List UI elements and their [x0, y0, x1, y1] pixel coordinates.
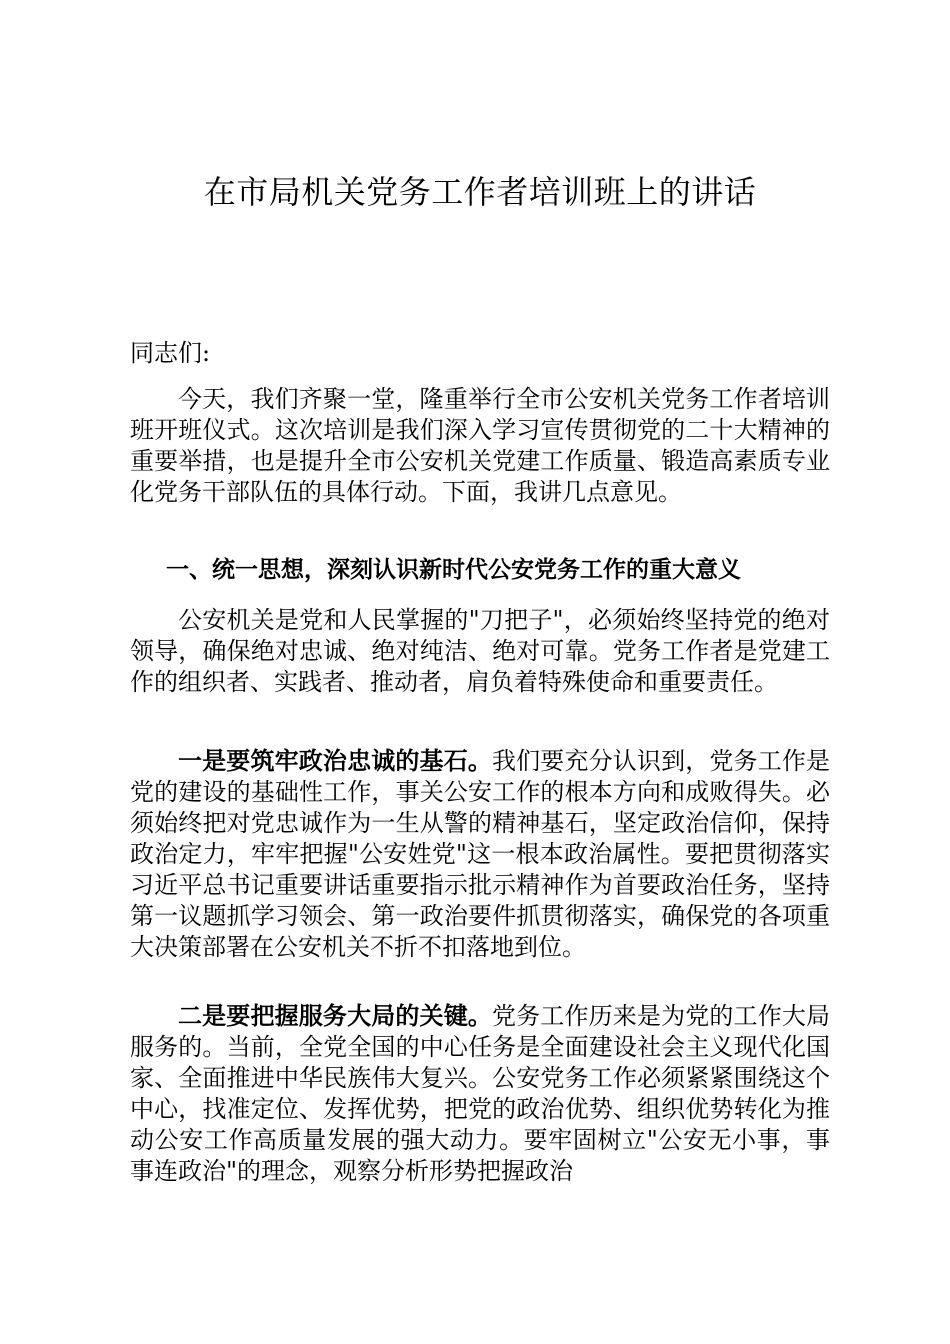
- point1-paragraph: [130, 745, 830, 963]
- document-title: 在市局机关党务工作者培训班上的讲话: [203, 173, 757, 211]
- point2-paragraph: [130, 1000, 830, 1187]
- point1-body: 我们要充分认识到，党务工作是党的建设的基础性工作，事关公安工作的根本方向和成败得失。必须始终把对党忠诚作为一生从警的精神基石，坚定政治信仰，保持政治定力，牢牢把握"公安姓党"这一根本政治属性。要把贯彻落实习近平总书记重要讲话重要指示批示精神作为首要政治任务，坚持第一议题抓学习领会、第一政治要件抓贯彻落实，确保党的各项重大决策部署在公安机关不折不扣落地到位。: [130, 747, 830, 961]
- intro-paragraph: 今天，我们齐聚一堂，隆重举行全市公安机关党务工作者培训班开班仪式。这次培训是我们深入学习宣传贯彻党的二十大精神的重要举措，也是提升全市公安机关党建工作质量、锻造高素质专业化党务干部队伍的具体行动。下面，我讲几点意见。: [130, 385, 830, 506]
- point1-lead: 一是要筑牢政治忠诚的基石。: [178, 746, 492, 775]
- point2-lead: 二是要把握服务大局的关键。: [178, 1001, 492, 1030]
- section-heading-1: 一、统一思想，深刻认识新时代公安党务工作的重大意义: [166, 556, 741, 583]
- point2-body: 党务工作历来是为党的工作大局服务的。当前，全党全国的中心任务是全面建设社会主义现代化国家、全面推进中华民族伟大复兴。公安党务工作必须紧紧围绕这个中心，找准定位、发挥优势，把党的政治优势、组织优势转化为推动公安工作高质量发展的强大动力。要牢固树立"公安无小事，事事连政治"的理念，观察分析形势把握政治: [130, 1002, 830, 1185]
- section1-paragraph: 公安机关是党和人民掌握的"刀把子"，必须始终坚持党的绝对领导，确保绝对忠诚、绝对纯洁、绝对可靠。党务工作者是党建工作的组织者、实践者、推动者，肩负着特殊使命和重要责任。: [130, 606, 830, 696]
- salutation: 同志们:: [130, 339, 211, 367]
